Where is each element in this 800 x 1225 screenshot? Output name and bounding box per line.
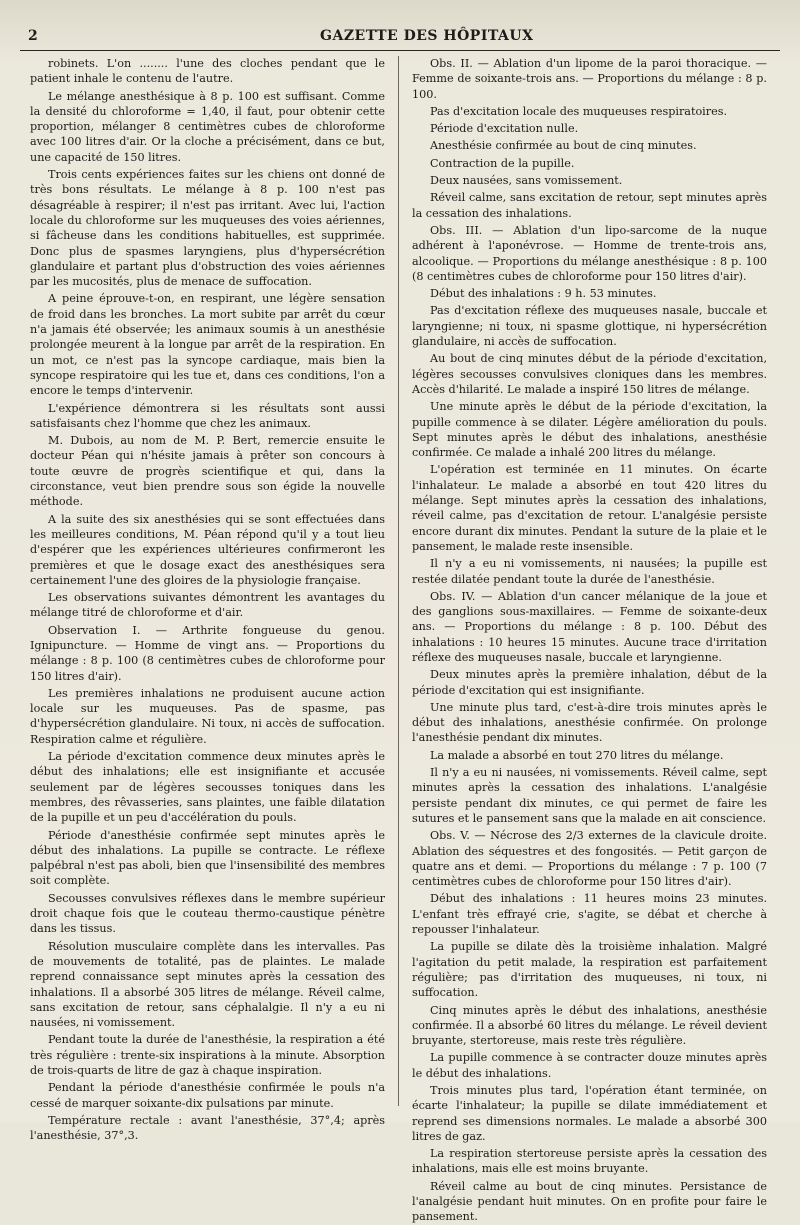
paragraph: L'expérience démontrera si les résultats sont aussi satisfaisants chez l'homme que chez les animaux. (30, 401, 385, 430)
article-body (30, 56, 780, 1224)
paragraph: Pendant toute la durée de l'anesthésie, la respiration a été très régulière : trente-six inspirations à la minute. Absorption de trois-quarts de litre de gaz à chaque inspiration. (30, 1033, 385, 1077)
paragraph: Début des inhalations : 11 heures moins 23 minutes. L'enfant très effrayé crie, s'agite, se débat et cherche à repousser l'inhalateur. (412, 892, 767, 937)
paragraph: La pupille se dilate dès la troisième inhalation. Malgré l'agitation du petit malade, la respiration est parfaitement régulière; pas d'irritation des muqueuses, ni toux, ni suffocation. (412, 940, 767, 1000)
page-number: 2 (28, 28, 39, 44)
paragraph: Début des inhalations : 9 h. 53 minutes. (430, 287, 657, 301)
paragraph: La respiration stertoreuse persiste après la cessation des inhalations, mais elle est moins bruyante. (412, 1147, 767, 1176)
paragraph: Deux nausées, sans vomissement. (430, 174, 623, 188)
paragraph: A la suite des six anesthésies qui se sont effectuées dans les meilleures conditions, M. Péan répond qu'il y a tout lieu d'espérer que les expériences ultérieures confirmeront les premières et que le dosage exact des anesthésiques sera certainement l'une des gloires de la physiologie française. (30, 512, 385, 587)
paragraph: Période d'anesthésie confirmée sept minutes après le début des inhalations. La pupille se contracte. Le réflexe palpébral n'est pas aboli, bien que l'insensibilité des membres soit complète. (30, 828, 385, 888)
paragraph: Réveil calme au bout de cinq minutes. Persistance de l'analgésie pendant huit minutes. On en profite pour faire le pansement. (412, 1179, 767, 1224)
observation-heading: Obs. V. — Nécrose des 2/3 externes de la clavicule droite. Ablation des séquestres et des fongosités. — Petit garçon de quatre ans et demi. — Proportions du mélange : 7 p. 100 (7 centimètres cubes de chloroforme pour 150 litres d'air). (412, 829, 767, 889)
paragraph: Une minute plus tard, c'est-à-dire trois minutes après le début des inhalations, anesthésie confirmée. On prolonge l'anesthésie pendant dix minutes. (412, 700, 767, 745)
paragraph: Pendant la période d'anesthésie confirmée le pouls n'a cessé de marquer soixante-dix pulsations par minute. (30, 1081, 385, 1110)
paragraph: Les observations suivantes démontrent les avantages du mélange titré de chloroforme et d'air. (30, 591, 385, 620)
paragraph: Une minute après le début de la période d'excitation, la pupille commence à se dilater. Légère amélioration du pouls. Sept minutes après le début des inhalations, anesthésie confirmée. Ce malade a inhalé 200 litres du mélange. (412, 400, 767, 460)
paragraph: La période d'excitation commence deux minutes après le début des inhalations; elle est insignifiante et accusée seulement par de légères secousses toniques dans les membres, des rêvasseries, sans plaintes, une faible dilatation de la pupille et un peu d'accélération du pouls. (30, 750, 385, 825)
journal-title: GAZETTE DES HÔPITAUX (320, 28, 534, 44)
paragraph: robinets. L'on ........ l'une des cloches pendant que le patient inhale le contenu de l'autre. (30, 57, 385, 86)
page-header (20, 14, 780, 51)
paragraph: La malade a absorbé en tout 270 litres du mélange. (430, 748, 724, 762)
paragraph: Trois cents expériences faites sur les chiens ont donné de très bons résultats. Le mélange à 8 p. 100 n'est pas désagréable à respirer; il n'est pas irritant. Avec lui, l'action locale du chloroforme sur les muqueuses des voies aériennes, si fâcheuse dans les conditions habituelles, est supprimée. Donc plus de spasmes laryngiens, plus d'hypersécrétion glandulaire et partant plus d'obstruction des voies aériennes par les mucosités, plus de menace de suffocation. (30, 168, 385, 289)
paragraph: Pas d'excitation réflexe des muqueuses nasale, buccale et laryngienne; ni toux, ni spasme glottique, ni hypersécrétion glandulaire, ni accès de suffocation. (412, 304, 767, 349)
paragraph: Au bout de cinq minutes début de la période d'excitation, légères secousses convulsives cloniques dans les membres. Accès d'hilarité. Le malade a inspiré 150 litres de mélange. (412, 352, 767, 396)
observation-heading: Obs. III. — Ablation d'un lipo-sarcome de la nuque adhérent à l'aponévrose. — Homme de trente-trois ans, alcoolique. — Proportions du mélange anesthésique : 8 p. 100 (8 centimètres cubes de chloroforme pour 150 litres d'air). (412, 223, 767, 283)
paragraph: Trois minutes plus tard, l'opération étant terminée, on écarte l'inhalateur; la pupille se dilate immédiatement et reprend ses dimensions normales. Le malade a absorbé 300 litres de gaz. (412, 1084, 767, 1143)
paragraph: Période d'excitation nulle. (430, 122, 579, 136)
paragraph: Deux minutes après la première inhalation, début de la période d'excitation qui est insignifiante. (412, 668, 767, 697)
paragraph: Réveil calme, sans excitation de retour, sept minutes après la cessation des inhalations. (412, 191, 767, 220)
observation-heading: Obs. II. — Ablation d'un lipome de la paroi thoracique. — Femme de soixante-trois ans. — Proportions du mélange : 8 p. 100. (412, 57, 767, 101)
paragraph: A peine éprouve-t-on, en respirant, une légère sensation de froid dans les bronches. La mort subite par arrêt du cœur n'a jamais été observée; les animaux soumis à un anesthésie prolongée meurent à la longue par arrêt de la respiration. En un mot, ce n'est pas la syncope cardiaque, mais bien la syncope respiratoire qui les tue et, dans ces conditions, l'on a encore le temps d'intervenir. (30, 292, 385, 398)
paragraph: Les premières inhalations ne produisent aucune action locale sur les muqueuses. Pas de spasme, pas d'hypersécrétion glandulaire. Ni toux, ni accès de suffocation. Respiration calme et régulière. (30, 686, 385, 746)
paragraph: M. Dubois, au nom de M. P. Bert, remercie ensuite le docteur Péan qui n'hésite jamais à prêter son concours à toute œuvre de progrès scientifique et qui, dans la circonstance, veut bien prendre sous son égide la nouvelle méthode. (30, 434, 385, 509)
observation-heading: Obs. IV. — Ablation d'un cancer mélanique de la joue et des ganglions sous-maxillaires. — Femme de soixante-deux ans. — Proportions du mélange : 8 p. 100. Début des inhalations : 10 heures 15 minutes. Aucune trace d'irritation réflexe des muqueuses nasale, buccale et laryngienne. (412, 589, 767, 664)
paragraph: Il n'y a eu ni vomissements, ni nausées; la pupille est restée dilatée pendant toute la durée de l'anesthésie. (412, 557, 767, 586)
paragraph: La pupille commence à se contracter douze minutes après le début des inhalations. (412, 1051, 767, 1080)
left-column (30, 56, 385, 1143)
observation-heading: Observation I. — Arthrite fongueuse du genou. Ignipuncture. — Homme de vingt ans. — Proportions du mélange : 8 p. 100 (8 centimètres cubes de chloroforme pour 150 litres d'air). (30, 623, 385, 683)
paragraph: Secousses convulsives réflexes dans le membre supérieur droit chaque fois que le couteau thermo-caustique pénètre dans les tissus. (30, 891, 385, 936)
right-column (412, 56, 767, 1224)
column-divider (398, 56, 399, 1106)
paragraph: Résolution musculaire complète dans les intervalles. Pas de mouvements de totalité, pas de plaintes. Le malade reprend connaissance sept minutes après la cessation des inhalations. Il a absorbé 305 litres de mélange. Réveil calme, sans excitation de retour, sans céphalalgie. Il n'y a eu ni nausées, ni vomissement. (30, 939, 385, 1030)
paragraph: Il n'y a eu ni nausées, ni vomissements. Réveil calme, sept minutes après la cessation des inhalations. L'analgésie persiste pendant dix minutes, ce qui permet de faire les sutures et le pansement sans que la malade en ait conscience. (412, 766, 767, 825)
paragraph: Cinq minutes après le début des inhalations, anesthésie confirmée. Il a absorbé 60 litres du mélange. Le réveil devient bruyante, stertoreuse, mais reste très régulière. (412, 1003, 767, 1048)
paragraph: Contraction de la pupille. (430, 156, 575, 170)
paragraph: L'opération est terminée en 11 minutes. On écarte l'inhalateur. Le malade a absorbé en tout 420 litres du mélange. Sept minutes après la cessation des inhalations, réveil calme, pas d'excitation de retour. L'analgésie persiste encore durant dix minutes. Pendant la suture de la plaie et le pansement, le malade reste insensible. (412, 463, 767, 553)
paragraph: Le mélange anesthésique à 8 p. 100 est suffisant. Comme la densité du chloroforme = 1,40, il faut, pour obtenir cette proportion, mélanger 8 centimètres cubes de chloroforme avec 100 litres d'air. Or la cloche a précisément, dans ce but, une capacité de 150 litres. (30, 89, 385, 164)
paragraph: Température rectale : avant l'anesthésie, 37°,4; après l'anesthésie, 37°,3. (30, 1113, 385, 1143)
paragraph: Anesthésie confirmée au bout de cinq minutes. (430, 139, 697, 153)
paragraph: Pas d'excitation locale des muqueuses respiratoires. (430, 104, 728, 118)
